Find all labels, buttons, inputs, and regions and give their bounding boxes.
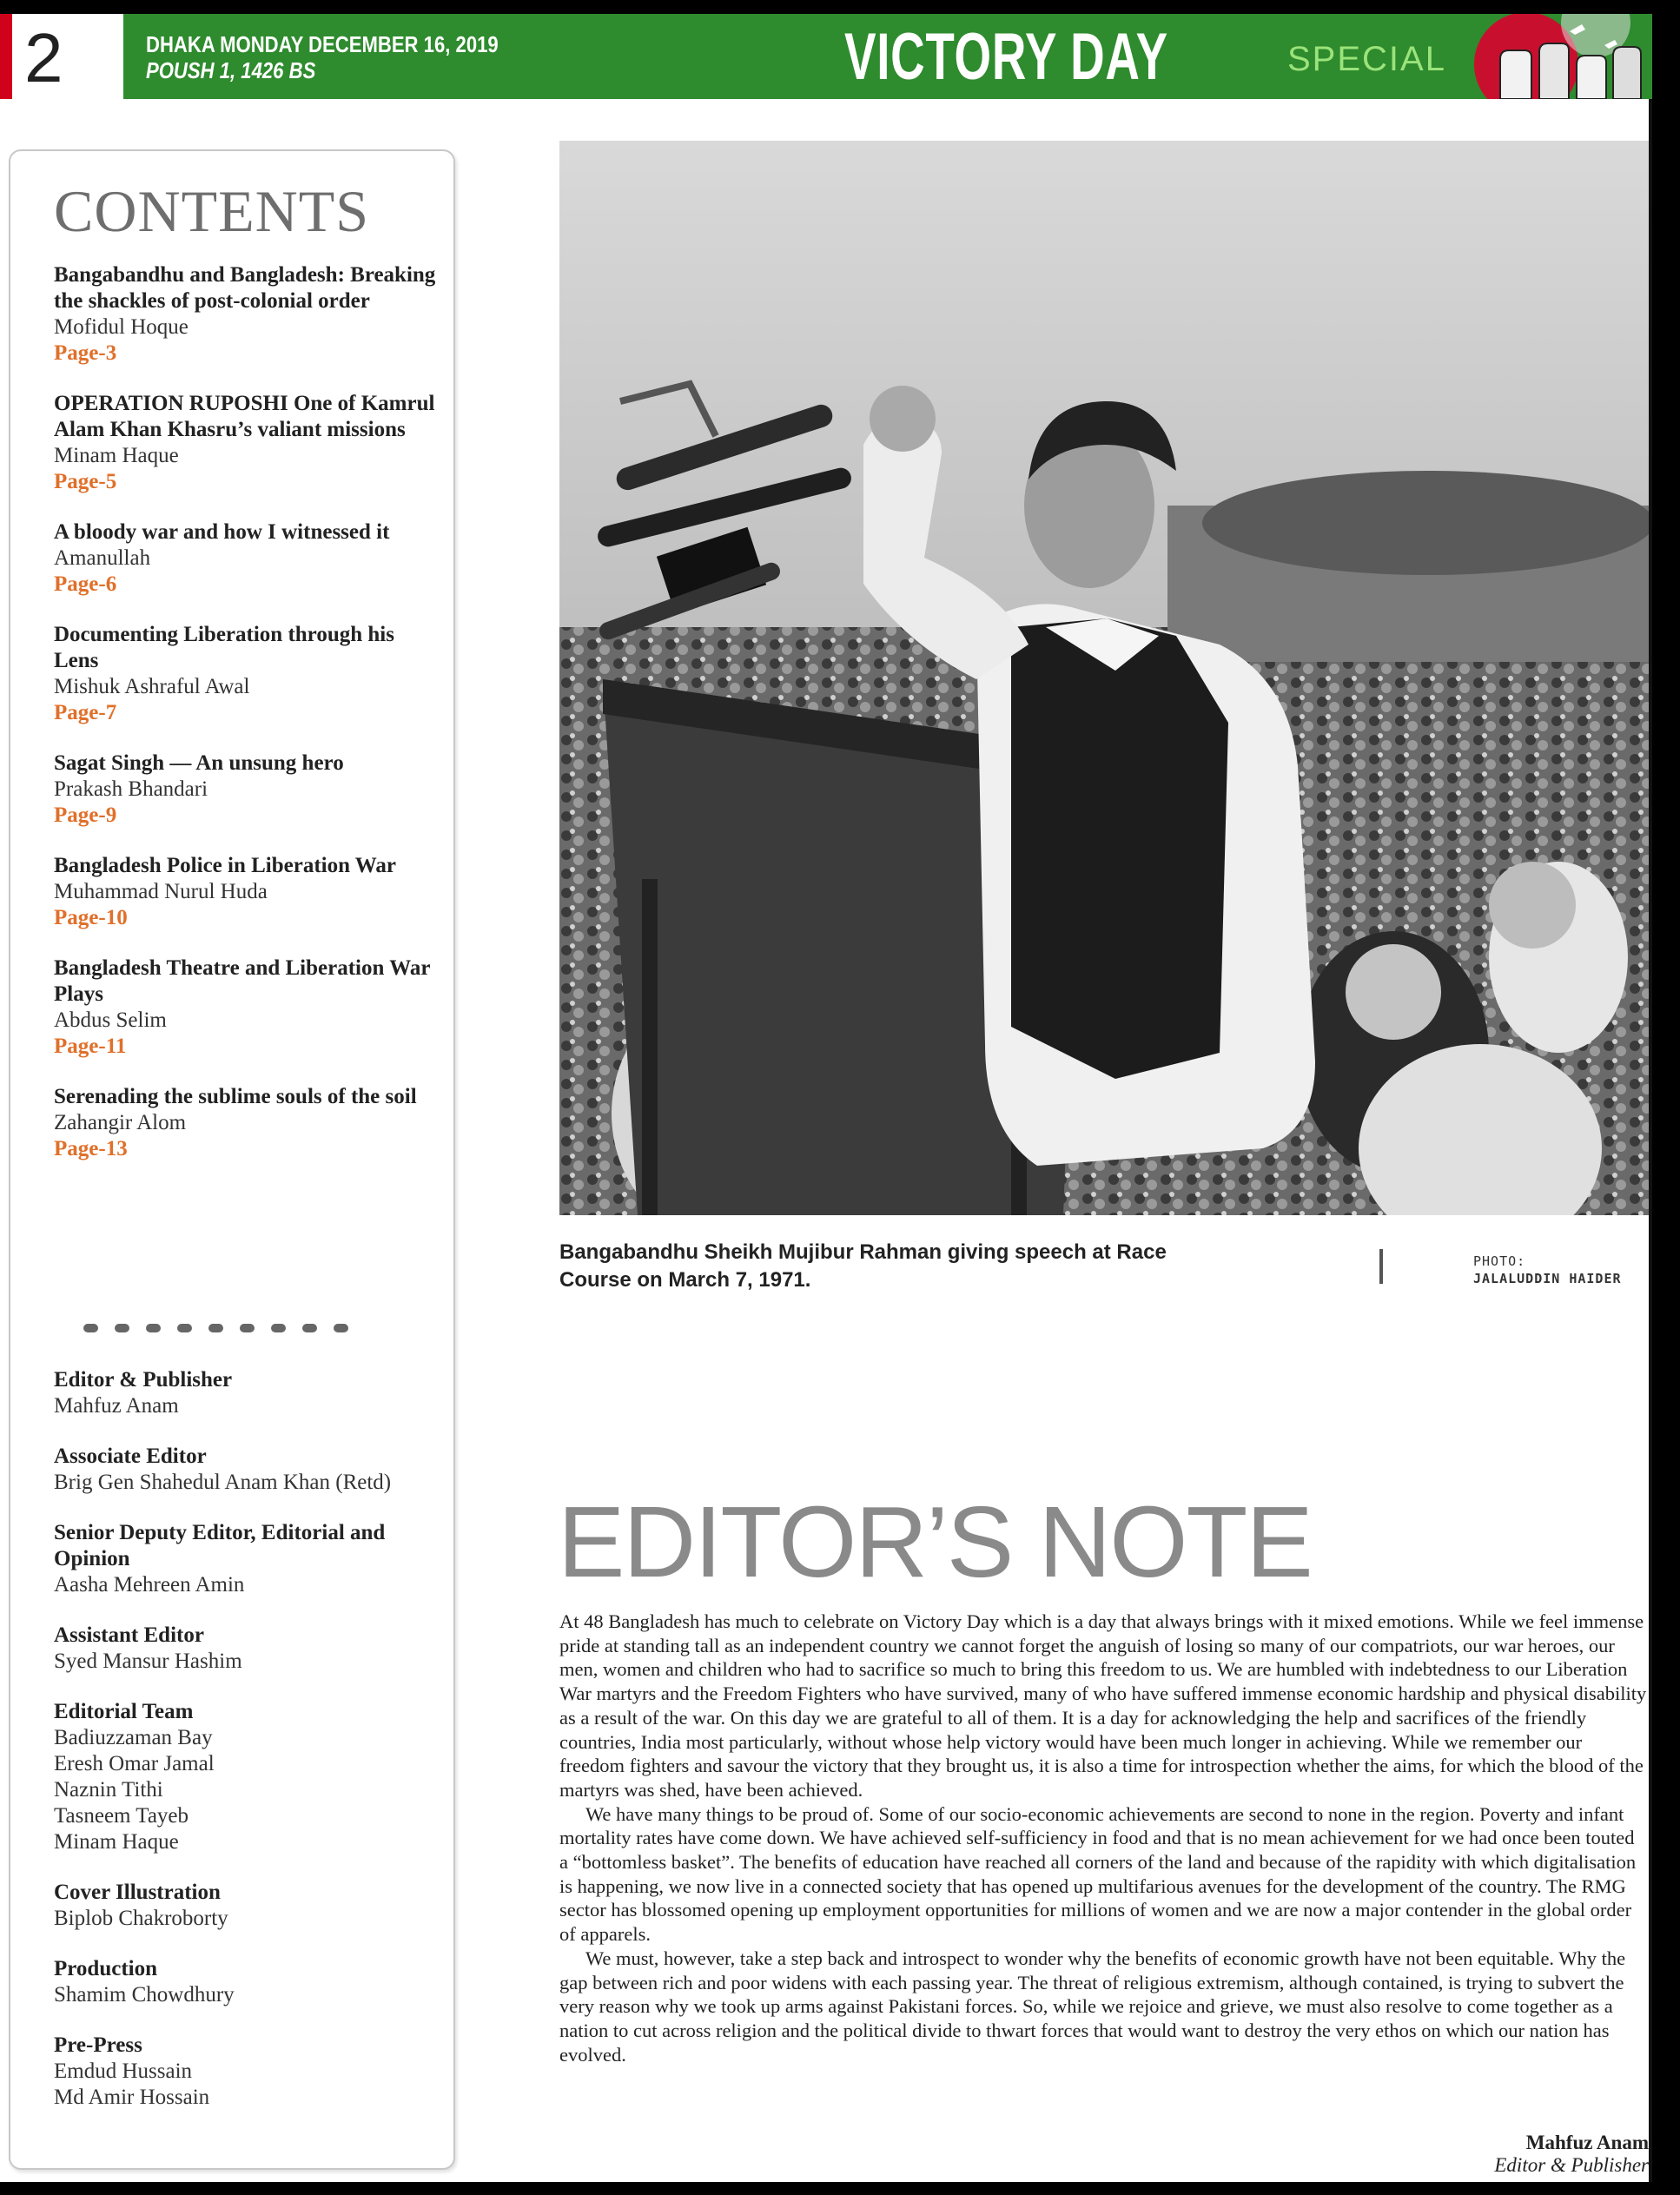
page-color-strip [0, 14, 12, 99]
staff-entry [54, 1623, 436, 1675]
staff-name: Biplob Chakroborty [54, 1907, 228, 1930]
contents-item-title: OPERATION RUPOSHI One of Kamrul Alam Khan Khasru’s valiant missions [54, 392, 435, 441]
contents-item [54, 750, 436, 829]
contents-item-page: Page-5 [54, 470, 117, 493]
staff-entry [54, 2033, 436, 2111]
right-border [1652, 14, 1680, 2195]
contents-item [54, 853, 436, 931]
contents-item-title: Bangabandhu and Bangladesh: Breaking the shackles of post-colonial order [54, 263, 436, 313]
staff-entry [54, 1444, 436, 1496]
contents-item [54, 1084, 436, 1162]
staff-name: Shamim Chowdhury [54, 1983, 235, 2007]
contents-item-title: Bangladesh Police in Liberation War [54, 854, 397, 877]
contents-item-page: Page-3 [54, 341, 117, 365]
main-photo [559, 141, 1649, 1215]
section-title: VICTORY DAY [844, 20, 1168, 94]
staff-name: Naznin Tithi [54, 1778, 163, 1802]
photo-credit-label: PHOTO: [1473, 1253, 1526, 1269]
contents-item-page: Page-6 [54, 572, 117, 596]
contents-item [54, 262, 436, 367]
separator-dot [240, 1324, 255, 1332]
staff-name: Md Amir Hossain [54, 2086, 210, 2109]
staff-name: Mahfuz Anam [54, 1394, 179, 1418]
staff-name: Emdud Hussain [54, 2059, 193, 2083]
contents-item-author: Zahangir Alom [54, 1111, 187, 1134]
editors-note-paragraph: At 48 Bangladesh has much to celebrate on Victory Day which is a day that always brings with it mixed emotions. While we feel immense pride at standing tall as an independent country we cannot forget the anguish of losing so many of our compatriots, our war heroes, our men, women and children who had to sacrifice so much to bring this freedom to us. We are humbled with indebtedness to our Liberation War martyrs and the Freedom Fighters who have survived, many of who have suffered immense economic hardship and physical disability as a result of the war. On this day we are grateful to all of them. It is a day for acknowledging the help and sacrifices of the friendly countries, India most particularly, without whose help victory would have been much longer in achieving. While we remember our freedom fighters and savour the victory that they brought us, it is also a time for introspection whether the aims, for which the blood of the martyrs was shed, have been achieved. [559, 1610, 1647, 1801]
contents-item-page: Page-9 [54, 803, 117, 827]
header-dateline [146, 31, 499, 83]
victory-fists-illustration [1465, 14, 1652, 99]
bottom-border [0, 2182, 1680, 2195]
contents-item-author: Minam Haque [54, 444, 179, 467]
contents-item [54, 391, 436, 495]
staff-name: Aasha Mehreen Amin [54, 1573, 245, 1597]
staff-role: Senior Deputy Editor, Editorial and Opinion [54, 1521, 386, 1570]
staff-entry [54, 1956, 436, 2008]
contents-list [54, 262, 436, 1187]
staff-role: Production [54, 1957, 157, 1980]
contents-item-page: Page-11 [54, 1035, 127, 1058]
staff-name: Tasneem Tayeb [54, 1804, 189, 1828]
contents-item-title: Documenting Liberation through his Lens [54, 623, 394, 672]
contents-item-author: Muhammad Nurul Huda [54, 880, 268, 903]
contents-heading: CONTENTS [54, 178, 370, 244]
staff-entry [54, 1699, 436, 1855]
staff-role: Cover Illustration [54, 1881, 221, 1904]
staff-role: Assistant Editor [54, 1623, 204, 1647]
photo-credit [1473, 1253, 1656, 1287]
contents-item-title: Bangladesh Theatre and Liberation War Plays [54, 956, 430, 1006]
special-label: SPECIAL [1287, 40, 1446, 78]
staff-entry [54, 1880, 436, 1932]
separator-dot [302, 1324, 317, 1332]
top-border [0, 0, 1680, 14]
editors-note-paragraph: We must, however, take a step back and introspect to wonder why the benefits of economic growth have not been equitable. Why the gap between rich and poor widens with each passing year. The threat of religious extremism, although contained, is trying to subvert the very reason why we took up arms against Pakistani forces. So, while we rejoice and grieve, we must also resolve to come together as a nation to cut across religion and the political divide to thwart forces that would want to destroy the very ethos on which our nation has evolved. [559, 1947, 1626, 2066]
editors-note-body [559, 1610, 1647, 2066]
editors-note-heading: EDITOR’S NOTE [558, 1485, 1312, 1598]
contents-item-author: Mofidul Hoque [54, 315, 189, 339]
staff-role: Pre-Press [54, 2033, 142, 2057]
staff-name: Syed Mansur Hashim [54, 1650, 242, 1673]
staff-role: Associate Editor [54, 1445, 207, 1468]
separator-dot [334, 1324, 348, 1332]
separator-dot [177, 1324, 192, 1332]
staff-role: Editorial Team [54, 1700, 194, 1723]
staff-name: Brig Gen Shahedul Anam Khan (Retd) [54, 1471, 392, 1494]
signature-name: Mahfuz Anam [1525, 2132, 1649, 2153]
staff-name: Minam Haque [54, 1830, 179, 1854]
separator-dot [115, 1324, 129, 1332]
contents-item [54, 955, 436, 1060]
caption-divider [1379, 1249, 1383, 1284]
contents-item-title: Sagat Singh — An unsung hero [54, 751, 344, 775]
contents-item-author: Mishuk Ashraful Awal [54, 675, 250, 698]
staff-entry [54, 1520, 436, 1598]
separator-dot [208, 1324, 223, 1332]
masthead-staff [54, 1367, 436, 2135]
contents-item-title: Serenading the sublime souls of the soil [54, 1085, 417, 1108]
header-bar [123, 14, 1652, 99]
contents-item-author: Amanullah [54, 546, 151, 570]
photo-credit-name: JALALUDDIN HAIDER [1473, 1271, 1622, 1286]
page-number: 2 [24, 19, 63, 96]
staff-role: Editor & Publisher [54, 1368, 233, 1392]
contents-item [54, 622, 436, 726]
date-line: DHAKA MONDAY DECEMBER 16, 2019 [146, 31, 499, 57]
separator-dot [271, 1324, 286, 1332]
contents-item-page: Page-10 [54, 906, 128, 929]
signature [1494, 2132, 1649, 2177]
photo-caption: Bangabandhu Sheikh Mujibur Rahman giving speech at Race Course on March 7, 1971. [559, 1240, 1167, 1292]
separator-dot [146, 1324, 161, 1332]
separator-dots [83, 1324, 348, 1332]
staff-name: Badiuzzaman Bay [54, 1726, 213, 1749]
staff-name: Eresh Omar Jamal [54, 1752, 215, 1775]
contents-sidebar [9, 149, 455, 2170]
contents-item-author: Abdus Selim [54, 1008, 167, 1032]
contents-item-page: Page-7 [54, 701, 117, 724]
speech-photo-illustration [559, 141, 1649, 1215]
contents-item-author: Prakash Bhandari [54, 777, 208, 801]
contents-item-page: Page-13 [54, 1137, 128, 1160]
separator-dot [83, 1324, 98, 1332]
contents-item [54, 519, 436, 598]
editors-note-paragraph: We have many things to be proud of. Some of our socio-economic achievements are second to none in the region. Poverty and infant mortality rates have come down. We have achieved self-sufficiency in food and that is no mean achievement for we had once been touted a “bottomless basket”. The benefits of education have reached all corners of the land and because of the rapidity with which digitalisation is happening, we now live in a connected society that has opened up multifarious avenues for the development of the country. The RMG sector has blossomed opening up employment opportunities for millions of women and we are now a major contender in the global order of apparels. [559, 1802, 1637, 1946]
bengali-date: POUSH 1, 1426 BS [146, 57, 316, 83]
right-rule [1649, 99, 1652, 2195]
contents-item-title: A bloody war and how I witnessed it [54, 520, 390, 544]
signature-title: Editor & Publisher [1494, 2154, 1649, 2176]
staff-entry [54, 1367, 436, 1419]
